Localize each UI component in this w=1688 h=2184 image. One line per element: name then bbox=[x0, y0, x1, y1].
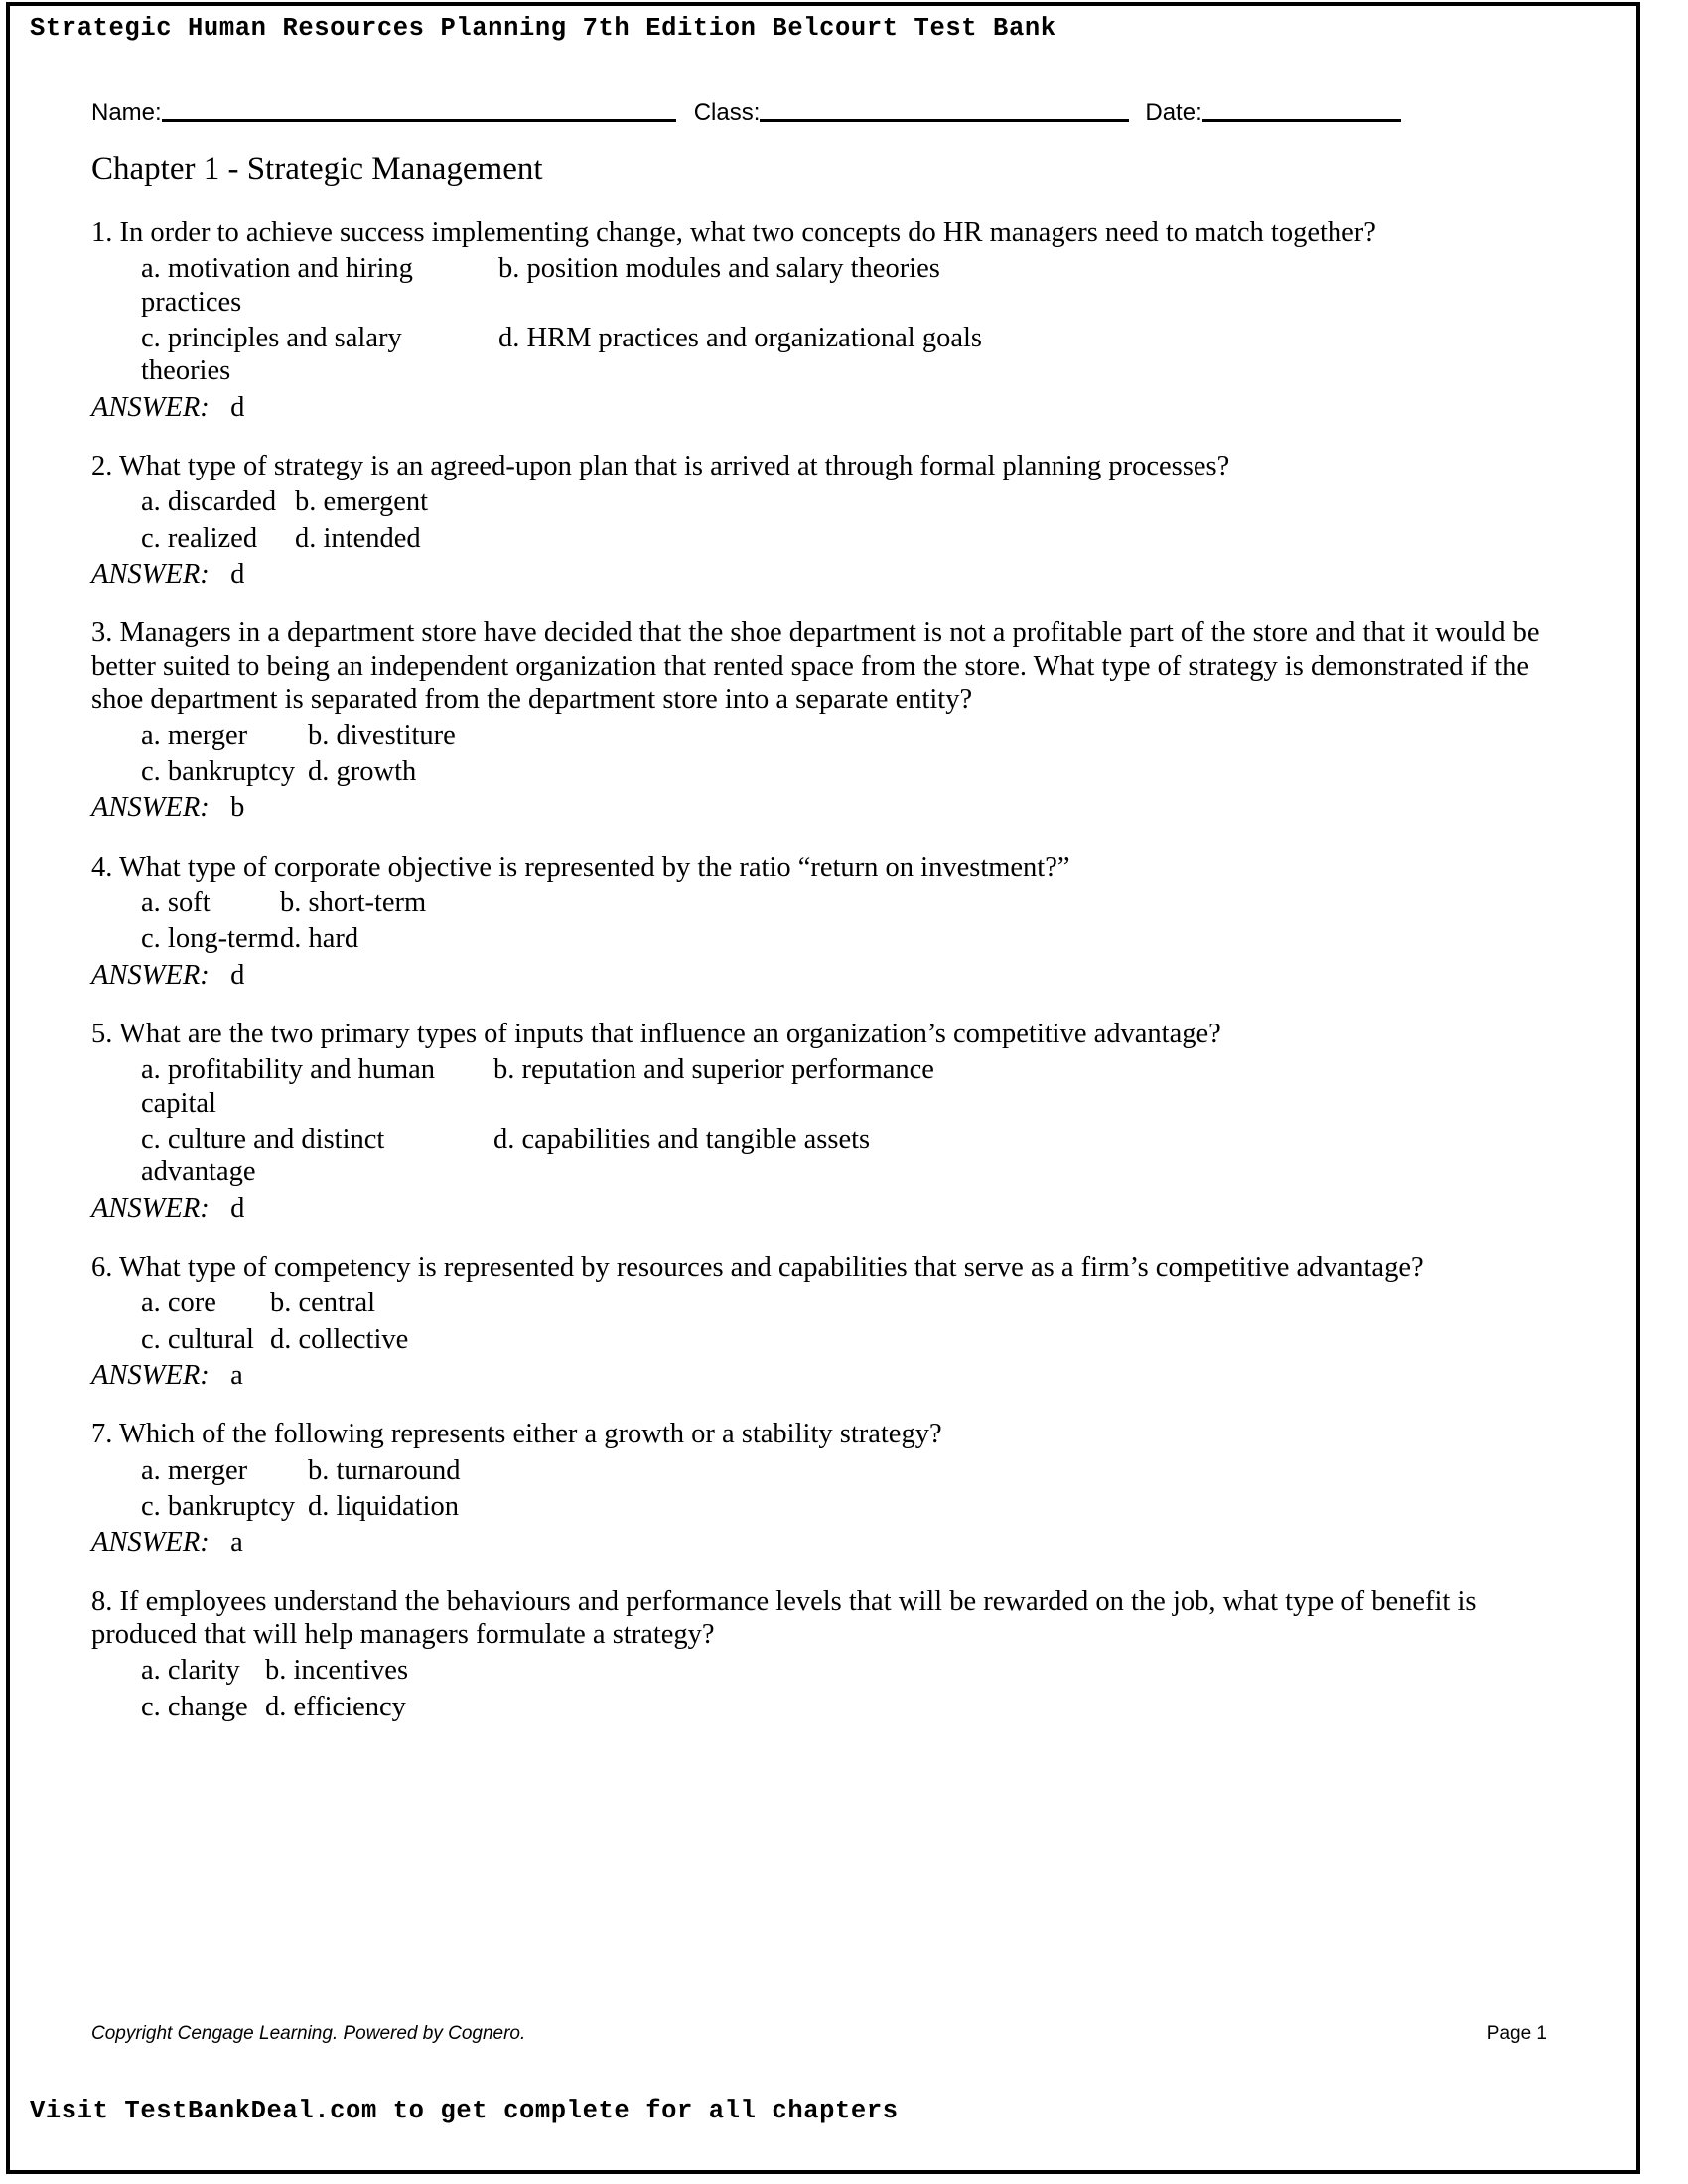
option-row-cd bbox=[91, 322, 1569, 388]
question-block bbox=[91, 851, 1569, 992]
option-c[interactable]: c. realized bbox=[141, 522, 258, 554]
option-d[interactable]: d. efficiency bbox=[265, 1691, 406, 1722]
question-stem: 3. Managers in a department store have decided that the shoe department is not a profitable part of the store and that it would be better suited to being an independent organization that rented space from the store. What type of strategy is demonstrated if the shoe department is separated from the department store into a separate entity? bbox=[91, 617, 1540, 716]
option-row-ab bbox=[91, 887, 1569, 919]
name-class-date-row bbox=[91, 97, 1551, 131]
question-block bbox=[91, 1585, 1569, 1723]
answer-line bbox=[91, 1192, 1569, 1225]
option-row-cd bbox=[91, 1490, 1569, 1523]
question-block bbox=[91, 1418, 1569, 1559]
class-label: Class: bbox=[693, 99, 761, 126]
option-b[interactable]: b. short-term bbox=[280, 887, 427, 918]
page-footer bbox=[91, 2023, 1547, 2045]
option-row-cd bbox=[91, 1691, 1569, 1723]
option-a[interactable]: a. motivation and hiring practices bbox=[141, 253, 413, 318]
question-options bbox=[91, 485, 1569, 555]
option-a[interactable]: a. core bbox=[141, 1288, 216, 1319]
option-c[interactable]: c. culture and distinct advantage bbox=[141, 1123, 385, 1188]
option-a[interactable]: a. merger bbox=[141, 720, 248, 751]
answer-label: ANSWER: bbox=[91, 1192, 223, 1224]
question-stem: 2. What type of strategy is an agreed-upon plan that is arrived at through formal planning processes? bbox=[91, 451, 1230, 482]
answer-value: d bbox=[230, 391, 245, 423]
answer-value: a bbox=[230, 1527, 243, 1559]
question-block bbox=[91, 1251, 1569, 1392]
option-row-cd bbox=[91, 1323, 1569, 1356]
promo-line: Visit TestBankDeal.com to get complete for all chapters bbox=[30, 2097, 899, 2125]
footer-page-number: Page 1 bbox=[1486, 2023, 1547, 2044]
option-b[interactable]: b. position modules and salary theories bbox=[498, 253, 940, 285]
option-b[interactable]: b. central bbox=[270, 1288, 376, 1319]
date-input-rule[interactable] bbox=[1202, 99, 1401, 122]
answer-label: ANSWER: bbox=[91, 559, 223, 591]
option-b[interactable]: b. reputation and superior performance bbox=[493, 1054, 934, 1086]
option-row-cd bbox=[91, 755, 1569, 788]
option-d[interactable]: d. HRM practices and organizational goals bbox=[498, 323, 983, 354]
question-options bbox=[91, 1654, 1569, 1723]
question-stem: 8. If employees understand the behaviours and performance levels that will be rewarded on the job, what type of benefit is produced that will help managers formulate a strategy? bbox=[91, 1585, 1477, 1651]
banner-title: Strategic Human Resources Planning 7th Edition Belcourt Test Bank bbox=[30, 14, 1056, 43]
question-stem: 5. What are the two primary types of inputs that influence an organization’s competitive advantage? bbox=[91, 1018, 1221, 1049]
option-row-ab bbox=[91, 485, 1569, 518]
option-b[interactable]: b. divestiture bbox=[308, 720, 456, 751]
option-row-ab bbox=[91, 252, 1569, 319]
answer-line bbox=[91, 558, 1569, 591]
question-list bbox=[91, 216, 1569, 1749]
question-options bbox=[91, 1053, 1569, 1188]
option-row-cd bbox=[91, 1123, 1569, 1189]
answer-line bbox=[91, 1359, 1569, 1392]
answer-label: ANSWER: bbox=[91, 959, 223, 991]
option-b[interactable]: b. turnaround bbox=[308, 1454, 461, 1486]
question-options bbox=[91, 252, 1569, 387]
option-row-ab bbox=[91, 1287, 1569, 1319]
option-row-ab bbox=[91, 719, 1569, 751]
answer-value: d bbox=[230, 559, 245, 591]
answer-label: ANSWER: bbox=[91, 1527, 223, 1559]
option-a[interactable]: a. discarded bbox=[141, 486, 277, 518]
option-d[interactable]: d. capabilities and tangible assets bbox=[493, 1123, 871, 1155]
question-block bbox=[91, 616, 1569, 824]
answer-line bbox=[91, 959, 1569, 992]
option-a[interactable]: a. clarity bbox=[141, 1655, 240, 1687]
answer-line bbox=[91, 791, 1569, 824]
answer-label: ANSWER: bbox=[91, 1359, 223, 1391]
chapter-title: Chapter 1 - Strategic Management bbox=[91, 151, 543, 187]
option-c[interactable]: c. bankruptcy bbox=[141, 755, 296, 787]
class-input-rule[interactable] bbox=[760, 99, 1129, 122]
answer-label: ANSWER: bbox=[91, 391, 223, 423]
name-label: Name: bbox=[91, 99, 162, 126]
answer-line bbox=[91, 1526, 1569, 1559]
question-block bbox=[91, 450, 1569, 591]
option-a[interactable]: a. profitability and human capital bbox=[141, 1054, 436, 1119]
footer-copyright: Copyright Cengage Learning. Powered by Cognero. bbox=[91, 2023, 526, 2044]
question-options bbox=[91, 1454, 1569, 1524]
option-row-cd bbox=[91, 522, 1569, 555]
option-row-ab bbox=[91, 1053, 1569, 1120]
option-row-ab bbox=[91, 1654, 1569, 1687]
option-row-ab bbox=[91, 1454, 1569, 1487]
question-stem: 7. Which of the following represents either a growth or a stability strategy? bbox=[91, 1419, 942, 1450]
answer-value: d bbox=[230, 959, 245, 991]
question-block bbox=[91, 1018, 1569, 1225]
question-options bbox=[91, 887, 1569, 956]
answer-label: ANSWER: bbox=[91, 792, 223, 824]
option-d[interactable]: d. growth bbox=[308, 755, 417, 787]
option-c[interactable]: c. change bbox=[141, 1691, 248, 1722]
question-block bbox=[91, 216, 1569, 424]
question-options bbox=[91, 719, 1569, 788]
answer-value: d bbox=[230, 1192, 245, 1224]
option-c[interactable]: c. long-term bbox=[141, 923, 280, 955]
answer-line bbox=[91, 391, 1569, 424]
option-b[interactable]: b. incentives bbox=[265, 1655, 409, 1687]
option-d[interactable]: d. intended bbox=[295, 522, 421, 554]
option-a[interactable]: a. merger bbox=[141, 1454, 248, 1486]
question-stem: 1. In order to achieve success implementing change, what two concepts do HR managers need to match together? bbox=[91, 217, 1376, 248]
question-options bbox=[91, 1287, 1569, 1356]
option-d[interactable]: d. collective bbox=[270, 1323, 409, 1355]
option-d[interactable]: d. hard bbox=[280, 923, 359, 955]
option-b[interactable]: b. emergent bbox=[295, 486, 429, 518]
option-d[interactable]: d. liquidation bbox=[308, 1491, 459, 1522]
answer-value: b bbox=[230, 792, 245, 824]
option-c[interactable]: c. principles and salary theories bbox=[141, 323, 402, 387]
question-stem: 6. What type of competency is represented by resources and capabilities that serve as a firm’s competitive advantage? bbox=[91, 1251, 1424, 1283]
answer-value: a bbox=[230, 1359, 243, 1391]
option-row-cd bbox=[91, 922, 1569, 955]
option-a[interactable]: a. soft bbox=[141, 887, 211, 918]
option-c[interactable]: c. bankruptcy bbox=[141, 1491, 296, 1522]
name-input-rule[interactable] bbox=[162, 99, 676, 122]
date-label: Date: bbox=[1145, 99, 1202, 126]
option-c[interactable]: c. cultural bbox=[141, 1323, 254, 1355]
question-stem: 4. What type of corporate objective is represented by the ratio “return on investment?” bbox=[91, 851, 1070, 883]
